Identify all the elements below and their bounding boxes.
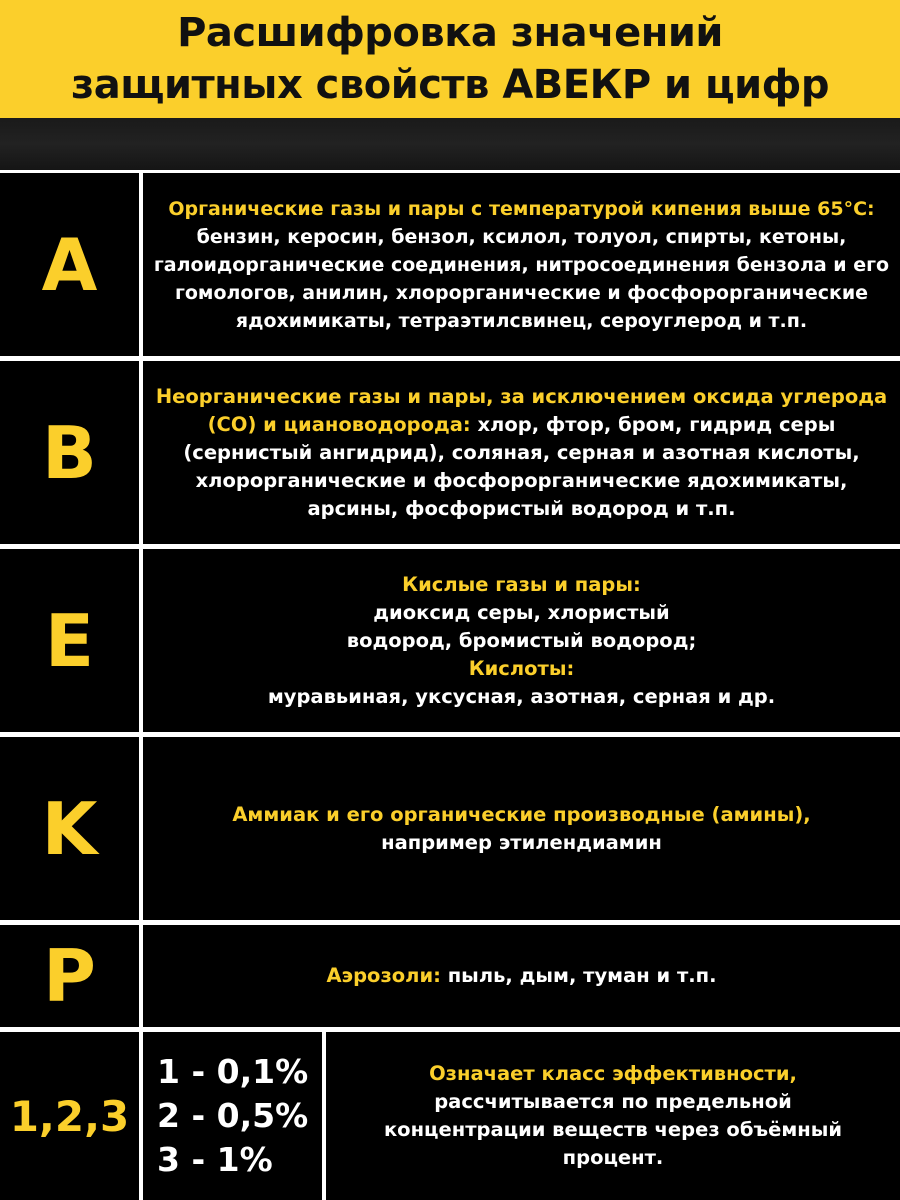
description-highlight: Органические газы и пары с температурой кипения выше 65°С:: [168, 197, 875, 220]
title-banner: [0, 0, 900, 118]
description-body: пыль, дым, туман и т.п.: [440, 964, 717, 987]
description-highlight: Означает класс эффективности,: [429, 1062, 797, 1085]
description-cell: [143, 173, 900, 356]
class-numbers: 1,2,3: [9, 1091, 130, 1141]
page-title-line-2: защитных свойств АВЕКР и цифр: [70, 62, 830, 108]
percent-class-2: 2 - 0,5%: [157, 1096, 309, 1135]
table-row-k: [0, 737, 900, 920]
description-text: [143, 383, 900, 523]
letter-cell: [0, 549, 139, 732]
description-text: [143, 801, 900, 857]
table-row-b: [0, 361, 900, 544]
description-highlight: Аммиак и его органические производные (амины),: [232, 802, 811, 826]
description-cell: [143, 361, 900, 544]
class-letter: K: [41, 786, 98, 871]
description-cell: [143, 549, 900, 732]
description-text: [326, 1060, 900, 1172]
properties-table: [0, 170, 900, 1200]
letter-cell: [0, 173, 139, 356]
description-highlight: Неорганические газы и пары, за исключением оксида углерода (СО) и циановодорода:: [155, 384, 888, 436]
letter-cell: [0, 925, 139, 1027]
table-row-a: [0, 173, 900, 356]
description-body: например этилендиамин: [381, 830, 662, 854]
description-cell: [143, 925, 900, 1027]
description-cell: [143, 737, 900, 920]
class-letter: P: [43, 934, 96, 1018]
table-row-p: [0, 925, 900, 1027]
letter-cell: [0, 1032, 139, 1200]
description-body: бензин, керосин, бензол, ксилол, толуол, спирты, кетоны, галоидорганические соединения, нитросоединения бензола и его гомологов, анилин, хлорорганические и фосфорорганические ядохимикаты, тетраэтилсвинец, сероуглерод и т.п.: [153, 225, 890, 332]
letter-cell: [0, 737, 139, 920]
percent-list: [143, 1050, 322, 1182]
class-letter: A: [41, 222, 98, 307]
percent-cell: [143, 1032, 322, 1200]
class-letter: B: [42, 410, 97, 495]
class-letter: E: [44, 598, 95, 683]
description-body: хлор, фтор, бром, гидрид серы (сернистый ангидрид), соляная, серная и азотная кислоты, хлорорганические и фосфорорганические ядохимикаты, арсины, фосфористый водород и т.п.: [183, 412, 860, 520]
page-title-line-1: Расшифровка значений: [177, 10, 723, 56]
description-body: рассчитывается по предельной концентрации веществ через объёмный процент.: [383, 1090, 843, 1169]
dark-texture-band: [0, 118, 900, 170]
description-highlight: Кислые газы и пары:: [402, 572, 641, 596]
description-highlight-2: Кислоты:: [468, 656, 575, 680]
description-body: диоксид серы, хлористый водород, бромистый водород;: [346, 600, 697, 652]
description-text: [143, 195, 900, 335]
description-text: [143, 571, 900, 711]
description-body-2: муравьиная, уксусная, азотная, серная и др.: [267, 684, 776, 708]
letter-cell: [0, 361, 139, 544]
table-row-e: [0, 549, 900, 732]
percent-class-3: 3 - 1%: [157, 1140, 273, 1179]
description-text: [143, 962, 900, 990]
percent-class-1: 1 - 0,1%: [157, 1052, 309, 1091]
table-row-efficiency: [0, 1032, 900, 1200]
description-cell: [326, 1032, 900, 1200]
description-highlight: Аэрозоли:: [326, 964, 441, 987]
